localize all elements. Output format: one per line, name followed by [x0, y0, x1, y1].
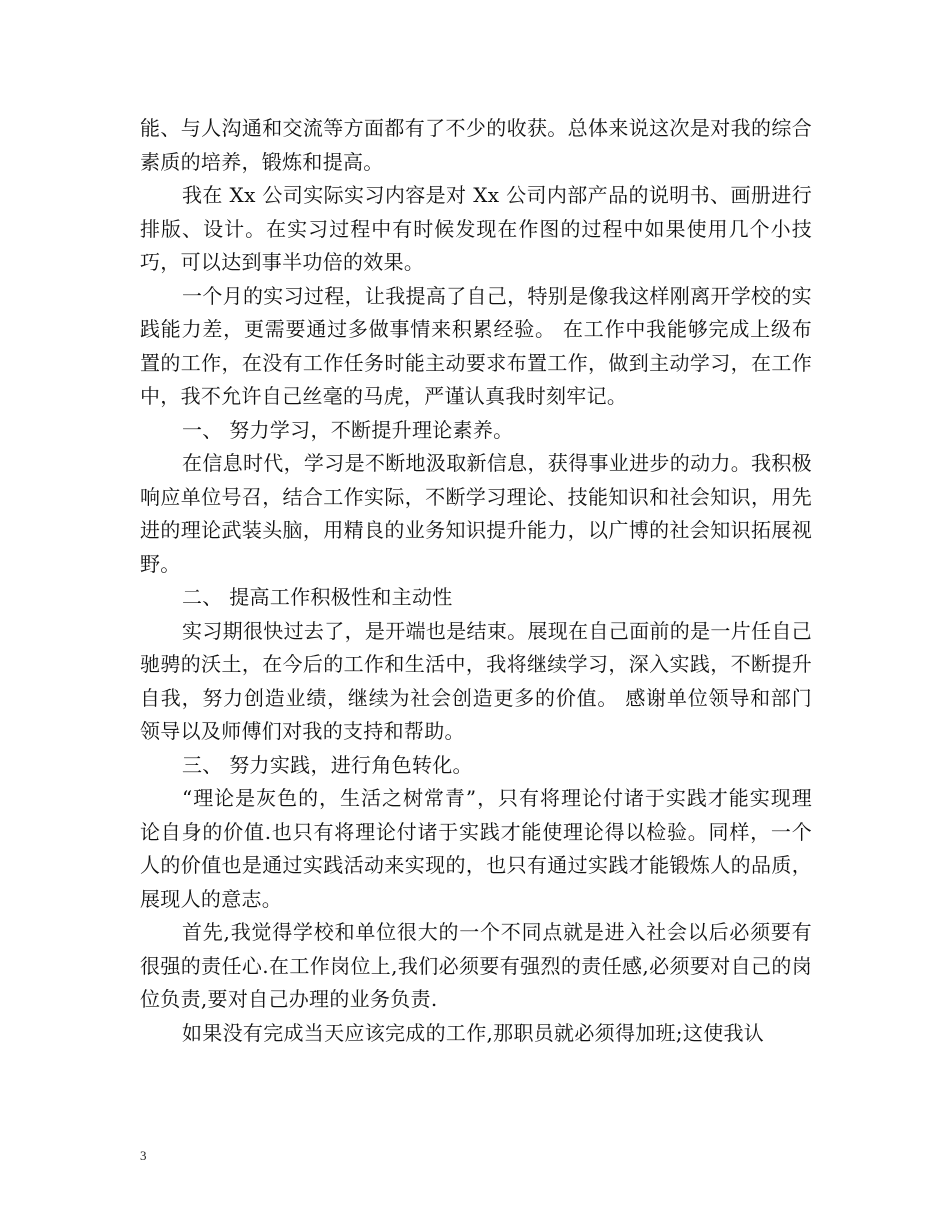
paragraph-continuation: 能、与人沟通和交流等方面都有了不少的收获。总体来说这次是对我的综合素质的培养，锻炼和提高。	[140, 116, 812, 174]
body-text	[140, 112, 812, 1050]
section-heading-2: 二、 提高工作积极性和主动性	[182, 585, 453, 609]
page-number: 3	[140, 1148, 147, 1163]
paragraph-internship-end: 实习期很快过去了，是开端也是结束。展现在自己面前的是一片任自己驰骋的沃土，在今后的工作和生活中，我将继续学习，深入实践，不断提升自我，努力创造业绩，继续为社会创造更多的价值。 感谢单位领导和部门领导以及师傅们对我的支持和帮助。	[140, 618, 812, 743]
paragraph-theory-practice: “理论是灰色的，生活之树常青”，只有将理论付诸于实践才能实现理论自身的价值.也只有将理论付诸于实践才能使理论得以检验。同样，一个人的价值也是通过实践活动来实现的，也只有通过实践才能锻炼人的品质，展现人的意志。	[140, 786, 812, 911]
paragraph-internship-content: 我在 Xx 公司实际实习内容是对 Xx 公司内部产品的说明书、画册进行排版、设计。在实习过程中有时候发现在作图的过程中如果使用几个小技巧，可以达到事半功倍的效果。	[140, 183, 812, 274]
paragraph-responsibility: 首先,我觉得学校和单位很大的一个不同点就是进入社会以后必须要有很强的责任心.在工作岗位上,我们必须要有强烈的责任感,必须要对自己的岗位负责,要对自己办理的业务负责.	[140, 920, 812, 1011]
paragraph-one-month: 一个月的实习过程，让我提高了自己，特别是像我这样刚离开学校的实践能力差，更需要通过多做事情来积累经验。 在工作中我能够完成上级布置的工作，在没有工作任务时能主动要求布置工作，做到主动学习，在工作中，我不允许自己丝毫的马虎，严谨认真我时刻牢记。	[140, 283, 812, 408]
section-heading-1: 一、 努力学习，不断提升理论素养。	[182, 417, 514, 442]
paragraph-overtime: 如果没有完成当天应该完成的工作,那职员就必须得加班;这使我认	[182, 1020, 765, 1045]
paragraph-information-age: 在信息时代，学习是不断地汲取新信息，获得事业进步的动力。我积极响应单位号召，结合工作实际，不断学习理论、技能知识和社会知识，用先进的理论武装头脑，用精良的业务知识提升能力，以广博的社会知识拓展视野。	[140, 451, 812, 576]
section-heading-3: 三、 努力实践，进行角色转化。	[182, 752, 473, 777]
